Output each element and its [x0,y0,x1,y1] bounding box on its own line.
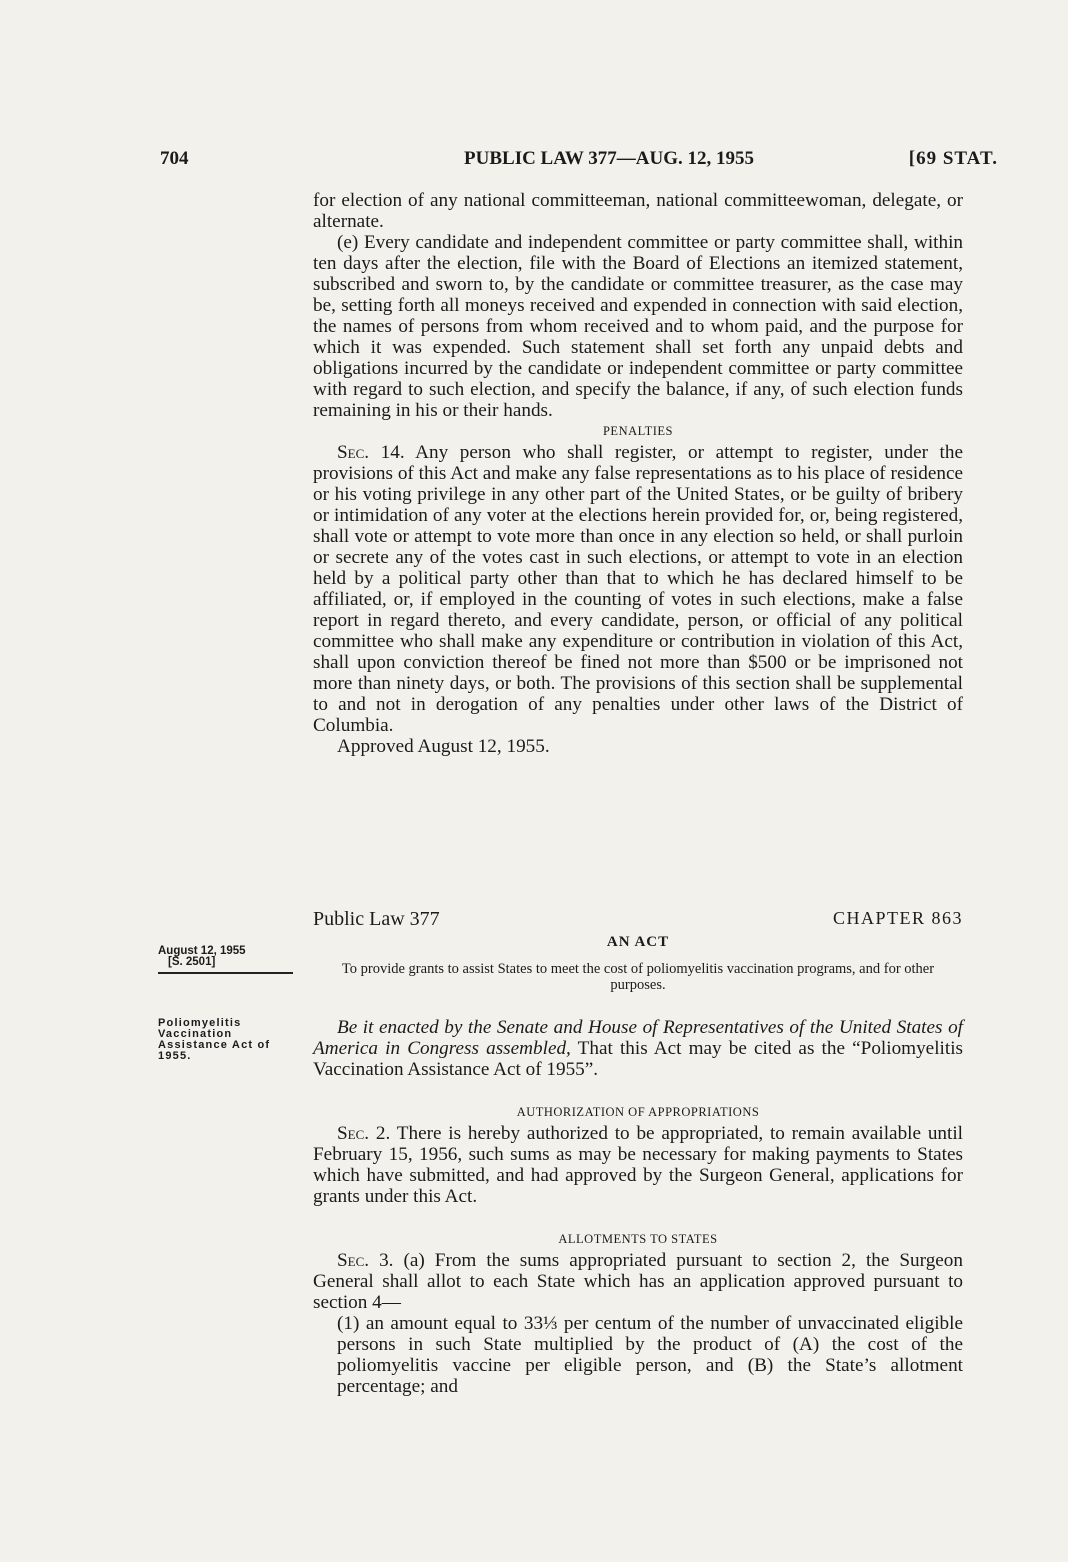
chapter-label: CHAPTER 863 [832,908,963,928]
enacting-text [313,1017,963,1080]
act-abstract: To provide grants to assist States to meet the cost of poliomyelitis vaccination programs, and for other purposes. [341,961,935,993]
page-number: 704 [160,148,189,169]
section-3-label: Sec. 3. [337,1250,394,1271]
section-3-item-1: (1) an amount equal to 33⅓ per centum of the number of unvaccinated eligible persons in such State multiplied by the product of (A) the cost of the poliomyelitis vaccine per eligible person, and (B) the State’s allotment percentage; and [337,1313,963,1397]
authorization-heading: AUTHORIZATION OF APPROPRIATIONS [516,1105,760,1119]
section-2 [313,1123,963,1207]
enacting-italic: Be it enacted by the Senate and House of Representatives of the United States of America in Congress assembled, [313,1017,963,1059]
section-3-text: (a) From the sums appropriated pursuant to section 2, the Surgeon General shall allot to each State which has an application approved pursuant to section 4— [313,1250,963,1313]
section-2-label: Sec. 2. [337,1123,391,1144]
section-2-text: There is hereby authorized to be appropriated, to remain available until February 15, 1956, such sums as may be necessary for making payments to States which have submitted, and had approved by the Surgeon General, applications for grants under this Act. [313,1123,963,1207]
margin-note-short-title: Poliomyelitis Vaccination Assistance Act of 1955. [158,1017,271,1062]
allotments-heading: ALLOTMENTS TO STATES [558,1232,718,1246]
section-14 [313,442,963,736]
running-header [160,148,998,176]
approved-date: Approved August 12, 1955. [337,736,550,757]
subsection-e: (e) Every candidate and independent committee or party committee shall, within ten days after the election, file with the Board of Elections an itemized statement, subscribed and sworn to, by the candidate or committee treasurer, as the case may be, setting forth all moneys received and expended in connection with said election, the names of persons from whom received and to whom paid, and the purpose for which it was expended. Such statement shall set forth any unpaid debts and obligations incurred by the candidate or independent committee or party committee with regard to such election, and specify the balance, if any, of such election funds remaining in his or their hands. [313,232,963,421]
header-title: PUBLIC LAW 377—AUG. 12, 1955 [464,148,754,169]
an-act-heading: AN ACT [606,934,670,950]
margin-bill: [S. 2501] [168,956,216,968]
enacting-rest: That this Act may be cited as the “Poliomyelitis Vaccination Assistance Act of 1955”. [313,1038,963,1080]
continued-text: for election of any national committeeman, national committeewoman, delegate, or alternate. [313,190,963,232]
margin-date: August 12, 1955 [158,945,246,957]
section-3 [313,1250,963,1313]
section-label: Sec. 14. [337,442,405,463]
enacting-clause [313,1017,963,1397]
margin-rule [158,972,293,974]
public-law-label: Public Law 377 [313,908,440,930]
section-14-text: Any person who shall register, or attempt to register, under the provisions of this Act and make any false representations as to his place of residence or his voting privilege in any other part of the United States, or be guilty of bribery or intimidation of any voter at the elections herein provided for, or, being registered, shall vote or attempt to vote more than once in any election so held, or shall purloin or secrete any of the votes cast in such elections, or attempt to vote in an election held by a political party other than that to which he has declared himself to be affiliated, or, if employed in the counting of votes in such elections, make a false report in regard thereto, and every candidate, person, or official of any political committee who shall make any expenditure or contribution in violation of this Act, shall upon conviction thereof be fined not more than $500 or be imprisoned not more than ninety days, or both. The provisions of this section shall be supplemental to and not in derogation of any penalties under other laws of the District of Columbia. [313,442,963,736]
section-13e [313,190,963,757]
penalties-heading: PENALTIES [602,424,673,438]
volume-reference: [69 STAT. [908,148,998,169]
margin-note-date [158,946,298,968]
